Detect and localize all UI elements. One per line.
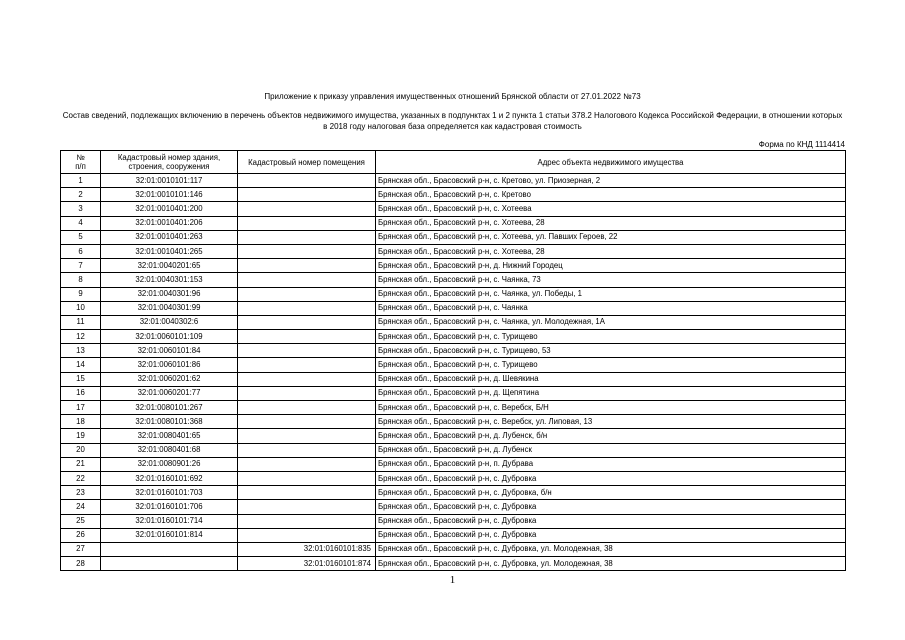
address-cell: Брянская обл., Брасовский р-н, с. Дубровка — [376, 471, 846, 485]
building-cadastral-cell: 32:01:0010101:146 — [101, 188, 238, 202]
table-row — [61, 471, 846, 485]
address-cell: Брянская обл., Брасовский р-н, д. Щепятина — [376, 386, 846, 400]
address-cell: Брянская обл., Брасовский р-н, с. Веребск, Б/Н — [376, 401, 846, 415]
table-row — [61, 372, 846, 386]
room-cadastral-cell — [238, 202, 376, 216]
building-cadastral-cell: 32:01:0160101:703 — [101, 486, 238, 500]
address-cell: Брянская обл., Брасовский р-н, с. Чаянка, ул. Победы, 1 — [376, 287, 846, 301]
row-number-cell: 8 — [61, 273, 101, 287]
row-number-cell: 13 — [61, 344, 101, 358]
building-cadastral-cell — [101, 542, 238, 556]
row-number-cell: 15 — [61, 372, 101, 386]
row-number-cell: 23 — [61, 486, 101, 500]
table-row — [61, 174, 846, 188]
room-cadastral-cell — [238, 528, 376, 542]
address-cell: Брянская обл., Брасовский р-н, с. Хотеева — [376, 202, 846, 216]
room-cadastral-cell — [238, 230, 376, 244]
table-row — [61, 542, 846, 556]
room-cadastral-cell — [238, 330, 376, 344]
table-row — [61, 259, 846, 273]
table-row — [61, 415, 846, 429]
row-number-cell: 9 — [61, 287, 101, 301]
room-cadastral-cell — [238, 344, 376, 358]
table-row — [61, 315, 846, 329]
room-cadastral-cell — [238, 273, 376, 287]
table-row — [61, 202, 846, 216]
row-number-cell: 12 — [61, 330, 101, 344]
address-cell: Брянская обл., Брасовский р-н, с. Чаянка — [376, 301, 846, 315]
room-cadastral-cell — [238, 216, 376, 230]
building-cadastral-cell: 32:01:0060201:62 — [101, 372, 238, 386]
building-cadastral-cell: 32:01:0010401:206 — [101, 216, 238, 230]
room-cadastral-cell — [238, 471, 376, 485]
table-row — [61, 230, 846, 244]
building-cadastral-cell: 32:01:0040301:153 — [101, 273, 238, 287]
table-row — [61, 486, 846, 500]
building-cadastral-cell: 32:01:0160101:692 — [101, 471, 238, 485]
room-cadastral-cell — [238, 287, 376, 301]
building-cadastral-cell: 32:01:0080401:68 — [101, 443, 238, 457]
table-row — [61, 287, 846, 301]
page-number: 1 — [449, 574, 456, 586]
room-cadastral-cell — [238, 188, 376, 202]
row-number-cell: 2 — [61, 188, 101, 202]
building-cadastral-cell: 32:01:0010401:265 — [101, 244, 238, 258]
building-cadastral-cell: 32:01:0010401:263 — [101, 230, 238, 244]
building-cadastral-cell: 32:01:0040201:65 — [101, 259, 238, 273]
row-number-cell: 5 — [61, 230, 101, 244]
building-cadastral-cell: 32:01:0080101:368 — [101, 415, 238, 429]
address-cell: Брянская обл., Брасовский р-н, с. Кретово, ул. Приозерная, 2 — [376, 174, 846, 188]
address-cell: Брянская обл., Брасовский р-н, д. Нижний Городец — [376, 259, 846, 273]
building-cadastral-cell: 32:01:0080901:26 — [101, 457, 238, 471]
building-cadastral-cell — [101, 557, 238, 571]
table-row — [61, 301, 846, 315]
table-header — [61, 151, 846, 174]
row-number-cell: 28 — [61, 557, 101, 571]
table-body — [61, 174, 846, 571]
building-cadastral-cell: 32:01:0060101:109 — [101, 330, 238, 344]
table-row — [61, 344, 846, 358]
room-cadastral-cell — [238, 315, 376, 329]
room-cadastral-cell — [238, 457, 376, 471]
table-header-row — [61, 151, 846, 174]
building-cadastral-cell: 32:01:0060201:77 — [101, 386, 238, 400]
table-row — [61, 457, 846, 471]
row-number-cell: 25 — [61, 514, 101, 528]
address-cell: Брянская обл., Брасовский р-н, с. Дубровка, ул. Молодежная, 38 — [376, 542, 846, 556]
table-row — [61, 244, 846, 258]
building-cadastral-cell: 32:01:0040301:99 — [101, 301, 238, 315]
address-cell: Брянская обл., Брасовский р-н, с. Хотеева, 28 — [376, 244, 846, 258]
row-number-cell: 10 — [61, 301, 101, 315]
row-number-cell: 11 — [61, 315, 101, 329]
address-cell: Брянская обл., Брасовский р-н, с. Хотеева, ул. Павших Героев, 22 — [376, 230, 846, 244]
address-cell: Брянская обл., Брасовский р-н, с. Дубровка — [376, 514, 846, 528]
table-row — [61, 188, 846, 202]
address-cell: Брянская обл., Брасовский р-н, д. Лубенск — [376, 443, 846, 457]
room-cadastral-cell — [238, 259, 376, 273]
address-cell: Брянская обл., Брасовский р-н, с. Дубровка, ул. Молодежная, 38 — [376, 557, 846, 571]
address-cell: Брянская обл., Брасовский р-н, с. Кретово — [376, 188, 846, 202]
room-cadastral-cell — [238, 415, 376, 429]
row-number-cell: 17 — [61, 401, 101, 415]
building-cadastral-cell: 32:01:0010101:117 — [101, 174, 238, 188]
address-cell: Брянская обл., Брасовский р-н, с. Дубровка — [376, 500, 846, 514]
room-cadastral-cell — [238, 386, 376, 400]
room-cadastral-cell — [238, 500, 376, 514]
room-cadastral-cell — [238, 514, 376, 528]
table-row — [61, 216, 846, 230]
row-number-cell: 26 — [61, 528, 101, 542]
page-title: Приложение к приказу управления имущественных отношений Брянской области от 27.01.2022 №73 — [264, 92, 641, 101]
row-number-cell: 4 — [61, 216, 101, 230]
address-cell: Брянская обл., Брасовский р-н, д. Шевякина — [376, 372, 846, 386]
room-cadastral-cell: 32:01:0160101:874 — [238, 557, 376, 571]
building-cadastral-cell: 32:01:0010401:200 — [101, 202, 238, 216]
room-cadastral-cell: 32:01:0160101:835 — [238, 542, 376, 556]
table-row — [61, 557, 846, 571]
row-number-cell: 16 — [61, 386, 101, 400]
address-cell: Брянская обл., Брасовский р-н, с. Турищево — [376, 358, 846, 372]
building-cadastral-cell: 32:01:0060101:86 — [101, 358, 238, 372]
address-cell: Брянская обл., Брасовский р-н, п. Дубрава — [376, 457, 846, 471]
building-cadastral-cell: 32:01:0160101:814 — [101, 528, 238, 542]
table-row — [61, 358, 846, 372]
room-cadastral-cell — [238, 429, 376, 443]
building-cadastral-cell: 32:01:0160101:706 — [101, 500, 238, 514]
building-cadastral-cell: 32:01:0080401:65 — [101, 429, 238, 443]
room-cadastral-cell — [238, 486, 376, 500]
row-number-cell: 6 — [61, 244, 101, 258]
address-cell: Брянская обл., Брасовский р-н, с. Чаянка, ул. Молодежная, 1А — [376, 315, 846, 329]
building-cadastral-cell: 32:01:0160101:714 — [101, 514, 238, 528]
address-cell: Брянская обл., Брасовский р-н, с. Дубровка — [376, 528, 846, 542]
address-cell: Брянская обл., Брасовский р-н, с. Турищево, 53 — [376, 344, 846, 358]
building-cadastral-cell: 32:01:0060101:84 — [101, 344, 238, 358]
address-cell: Брянская обл., Брасовский р-н, с. Дубровка, б/н — [376, 486, 846, 500]
row-number-cell: 18 — [61, 415, 101, 429]
row-number-cell: 3 — [61, 202, 101, 216]
row-number-cell: 7 — [61, 259, 101, 273]
row-number-cell: 14 — [61, 358, 101, 372]
column-header-building-cadastral: Кадастровый номер здания, строения, сооружения — [101, 151, 238, 174]
row-number-cell: 22 — [61, 471, 101, 485]
room-cadastral-cell — [238, 372, 376, 386]
room-cadastral-cell — [238, 244, 376, 258]
column-header-number: № п/п — [61, 151, 101, 174]
row-number-cell: 21 — [61, 457, 101, 471]
column-header-address: Адрес объекта недвижимого имущества — [376, 151, 846, 174]
address-cell: Брянская обл., Брасовский р-н, с. Веребск, ул. Липовая, 13 — [376, 415, 846, 429]
address-cell: Брянская обл., Брасовский р-н, с. Чаянка, 73 — [376, 273, 846, 287]
room-cadastral-cell — [238, 174, 376, 188]
form-code: Форма по КНД 1114414 — [758, 140, 845, 149]
table-row — [61, 429, 846, 443]
room-cadastral-cell — [238, 358, 376, 372]
row-number-cell: 1 — [61, 174, 101, 188]
property-table — [60, 150, 846, 571]
room-cadastral-cell — [238, 301, 376, 315]
table-row — [61, 528, 846, 542]
building-cadastral-cell: 32:01:0080101:267 — [101, 401, 238, 415]
document-subtitle: Состав сведений, подлежащих включению в перечень объектов недвижимого имущества, указанных в подпунктах 1 и 2 пункта 1 статьи 378.2 Налогового Кодекса Российской Федерации, в отношении которых в 2018 году налоговая база определяется как кадастровая стоимость — [62, 111, 843, 131]
row-number-cell: 20 — [61, 443, 101, 457]
room-cadastral-cell — [238, 401, 376, 415]
address-cell: Брянская обл., Брасовский р-н, д. Лубенск, б/н — [376, 429, 846, 443]
row-number-cell: 19 — [61, 429, 101, 443]
column-header-room-cadastral: Кадастровый номер помещения — [238, 151, 376, 174]
table-row — [61, 386, 846, 400]
table-row — [61, 401, 846, 415]
table-row — [61, 500, 846, 514]
building-cadastral-cell: 32:01:0040301:96 — [101, 287, 238, 301]
table-row — [61, 514, 846, 528]
table-row — [61, 330, 846, 344]
address-cell: Брянская обл., Брасовский р-н, с. Турищево — [376, 330, 846, 344]
address-cell: Брянская обл., Брасовский р-н, с. Хотеева, 28 — [376, 216, 846, 230]
table-row — [61, 273, 846, 287]
room-cadastral-cell — [238, 443, 376, 457]
building-cadastral-cell: 32:01:0040302:6 — [101, 315, 238, 329]
row-number-cell: 27 — [61, 542, 101, 556]
row-number-cell: 24 — [61, 500, 101, 514]
table-row — [61, 443, 846, 457]
